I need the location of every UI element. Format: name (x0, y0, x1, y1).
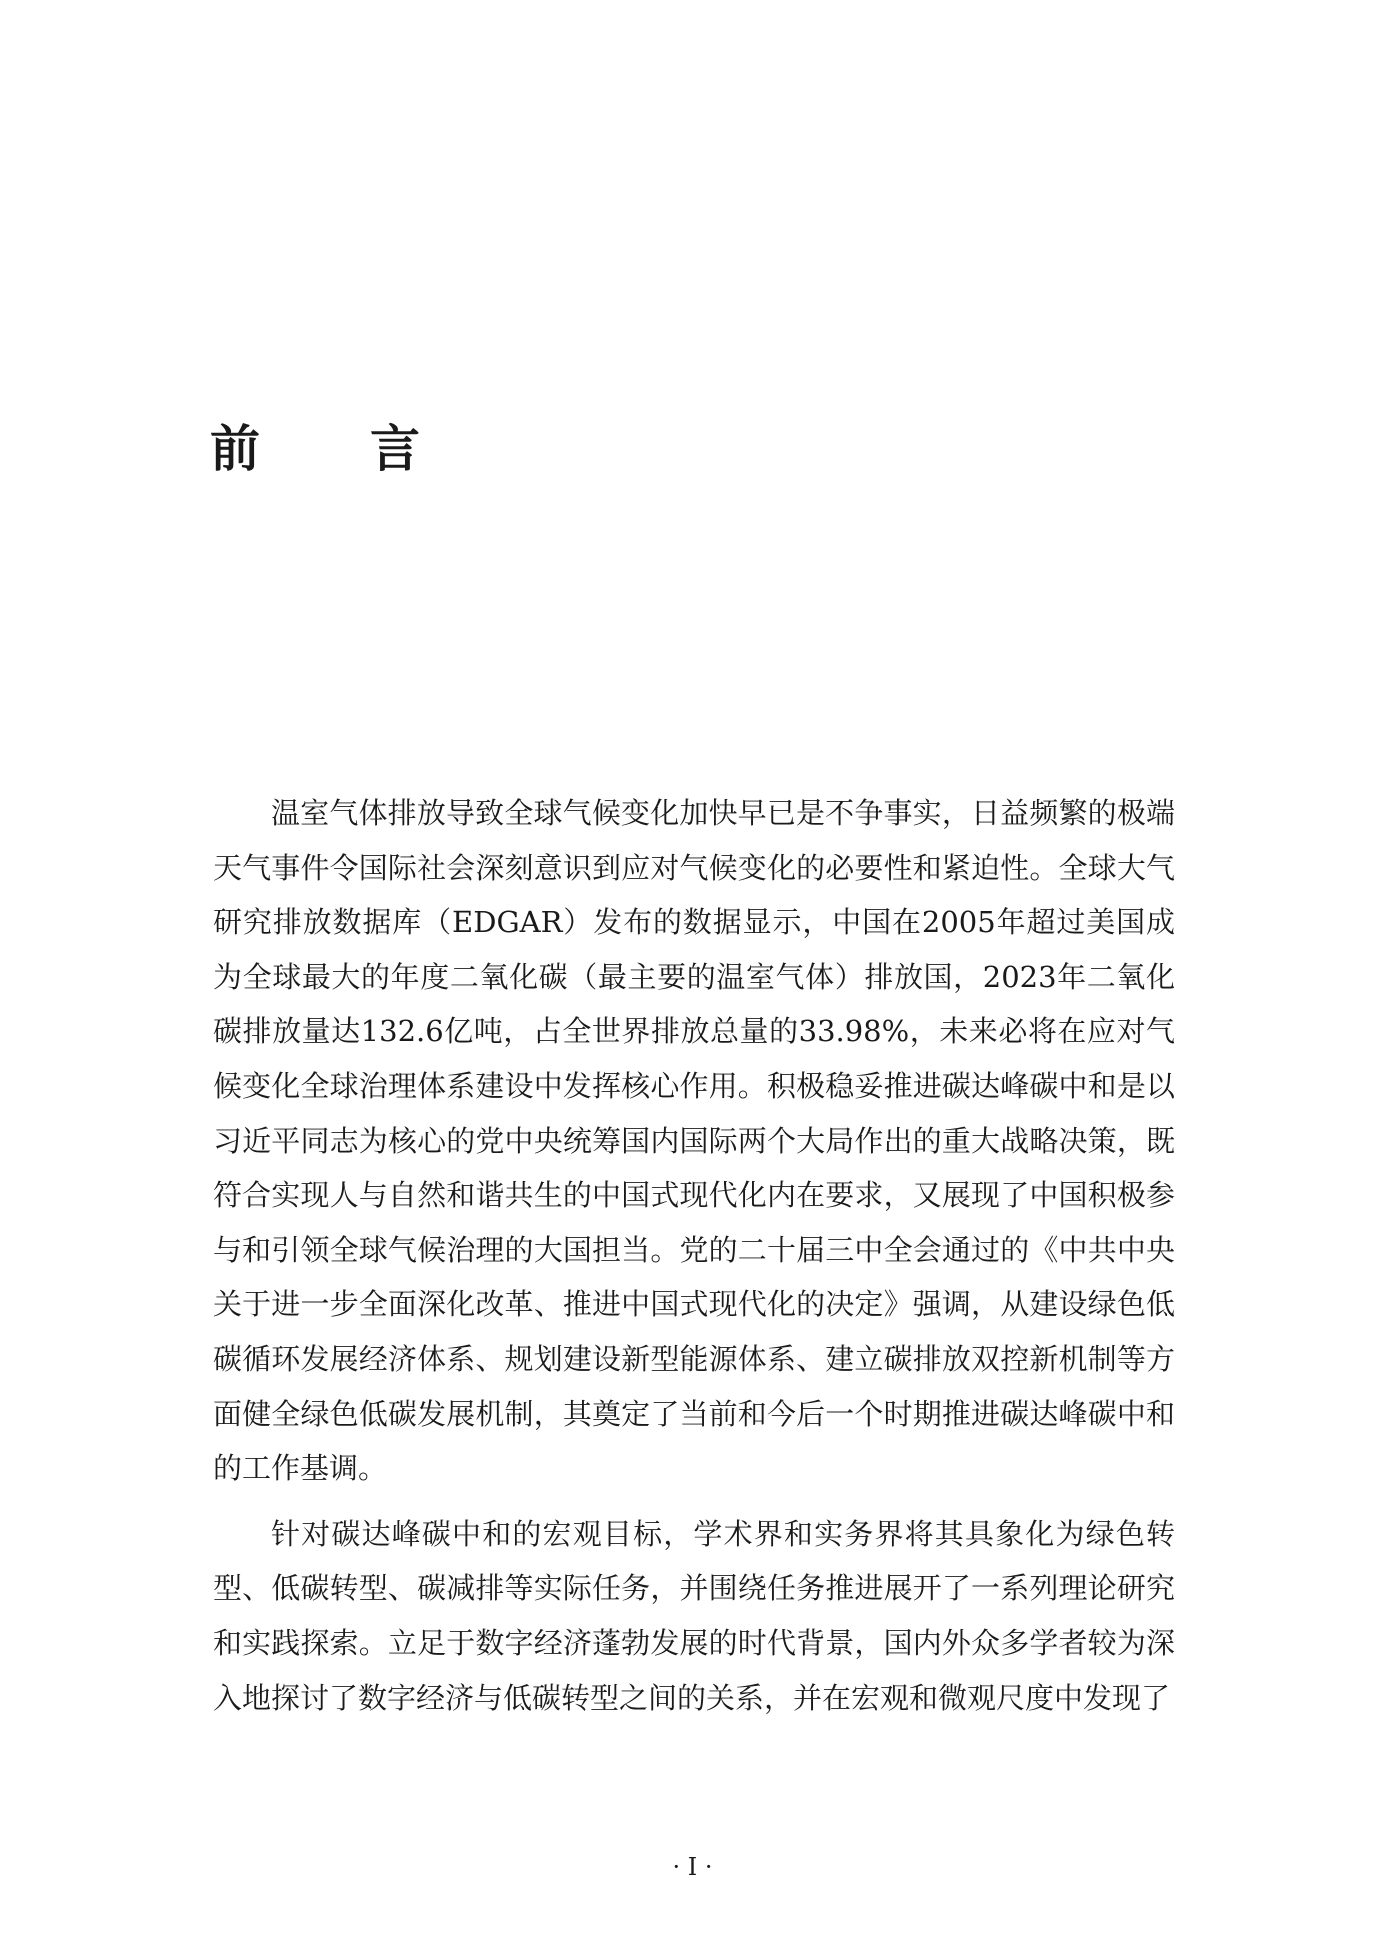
body-text (213, 786, 1175, 1736)
page-number: · I · (672, 1853, 713, 1881)
page-title: 前言 (210, 418, 530, 478)
paragraph-2: 针对碳达峰碳中和的宏观目标，学术界和实务界将其具象化为绿色转型、低碳转型、碳减排等实际任务，并围绕任务推进展开了一系列理论研究和实践探索。立足于数字经济蓬勃发展的时代背景，国内外众多学者较为深入地探讨了数字经济与低碳转型之间的关系，并在宏观和微观尺度中发现了 (213, 1516, 1175, 1715)
paragraph-1: 温室气体排放导致全球气候变化加快早已是不争事实，日益频繁的极端天气事件令国际社会深刻意识到应对气候变化的必要性和紧迫性。全球大气研究排放数据库（EDGAR）发布的数据显示，中国在2005年超过美国成为全球最大的年度二氧化碳（最主要的温室气体）排放国，2023年二氧化碳排放量达132.6亿吨，占全世界排放总量的33.98%，未来必将在应对气候变化全球治理体系建设中发挥核心作用。积极稳妥推进碳达峰碳中和是以习近平同志为核心的党中央统筹国内国际两个大局作出的重大战略决策，既符合实现人与自然和谐共生的中国式现代化内在要求，又展现了中国积极参与和引领全球气候治理的大国担当。党的二十届三中全会通过的《中共中央关于进一步全面深化改革、推进中国式现代化的决定》强调，从建设绿色低碳循环发展经济体系、规划建设新型能源体系、建立碳排放双控新机制等方面健全绿色低碳发展机制，其奠定了当前和今后一个时期推进碳达峰碳中和的工作基调。 (213, 796, 1175, 1486)
